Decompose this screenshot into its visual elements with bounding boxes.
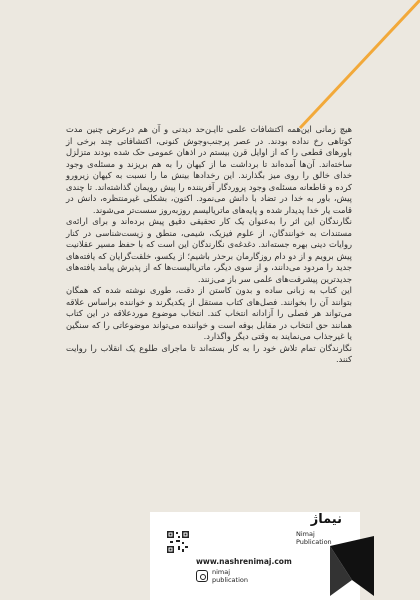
blurb [66,124,352,366]
instagram-handle [212,568,248,584]
instagram-icon [196,570,208,582]
blurb-paragraph-4: نگارندگان تمام تلاش خود را به کار بسته‌اند تا ماجرای طلوع یک انقلاب را روایت کنند. [66,342,352,364]
instagram-handle-line2: publication [212,576,248,584]
blurb-paragraph-3: این کتاب به زبانی ساده و بدون کاستن از دقت، طوری نوشته شده که همگان بتوانند آن را بخوانند. فصل‌های کتاب مستقل از یکدیگرند و خواننده براساس علاقه می‌تواند هر فصلی را آزادانه انتخاب کند. انتخاب موضوع موردعلاقه در این کتاب همانند حق انتخاب در مقابل بوفه است و خواننده می‌تواند موضوعاتی را که سنگین یا غیرجذاب می‌نمایند به وقتی دیگر واگذارد. [66,285,352,341]
publisher-logo-mark [330,516,374,596]
instagram-handle-line1: nimaj [212,568,231,576]
publisher-label-en: Publication [296,538,332,546]
publisher-website: www.nashrenimaj.com [196,557,292,566]
blurb-paragraph-1: هیچ زمانی این‌همه اکتشافات علمی تاایـن‌حد دیدنی و آن هم درعرض چنین مدت کوتاهی رخ نداده بودند. در عصر پرجنب‌وجوش کنونی، اکتشافاتی چند برخی از باورهای قطعی را که از اوایل قرن بیستم در اذهان عمومی حک شده بودند متزلزل ساخته‌اند. آن‌ها آمده‌اند تا برداشت ما از کیهان را به هم بریزند و مسئله‌ی وجود خدای خالق را روی میز بگذارند. این رخدادها بینش ما را نسبت به کیهان زیرورو کرده و قاطعانه مسئله‌ی وجود پروردگار آفریننده را پیش رویمان گذاشته‌اند. تا چندی پیش، باور به خدا در تضاد با دانش می‌نمود. اکنون، بشکلی غیرمنتظره، دانش در قامت یار خدا پدیدار شده و پایه‌های ماتریالیسم روزبه‌روز سست‌تر می‌شوند. [66,124,352,215]
qr-code [166,530,190,554]
accent-diagonal-line [300,0,420,128]
blurb-paragraph-2: نگارندگان این اثر را به‌عنوان یک کار تحقیقی دقیق پیش برده‌اند و برای ارائه‌ی مستندات به خوانندگان، از علوم فیزیک، شیمی، منطق و زیست‌شناسی در کنار روایات دینی بهره جسته‌اند. دغدغه‌ی نگارندگان این است که با حفظ مسیر عقلانیت پیش برویم و از دو دام روزگارمان برحذر باشیم؛ از یکسو، خلقت‌گرایان که یافته‌های جدید را مردود می‌دانند، و از سوی دیگر، ماتریالیست‌ها که از پذیرش پیامد یافته‌های جدیدترین پیشرفت‌های علمی سر باز می‌زنند. [66,216,352,284]
publisher-name-en: Nimaj [296,530,315,538]
publisher-name-fa: نیماژ [310,512,342,527]
